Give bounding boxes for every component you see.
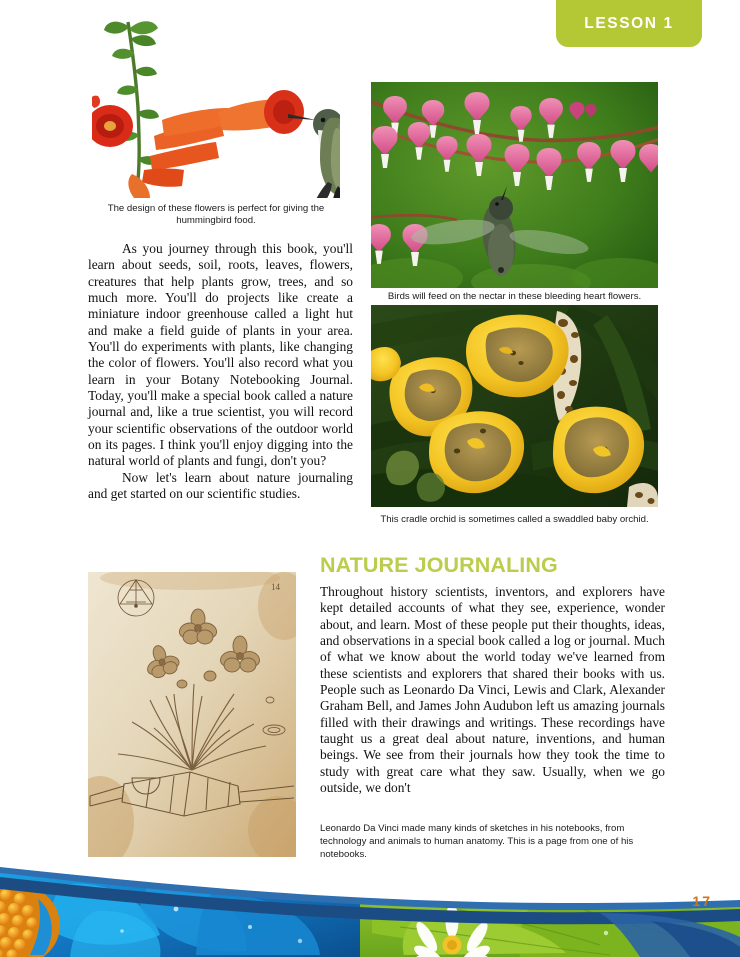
bleeding-hearts-svg [371, 82, 658, 288]
bleeding-hearts-image [371, 82, 658, 288]
davinci-notebook-svg [88, 572, 296, 857]
davinci-notebook-image [88, 572, 296, 857]
bleeding-hearts-image-caption: Birds will feed on the nectar in these bleeding heart flowers. [387, 291, 642, 302]
cradle-orchid-svg [371, 305, 658, 507]
intro-text-column [88, 241, 353, 503]
svg-text:14: 14 [271, 582, 280, 592]
footer-band-svg [0, 855, 740, 957]
nature-journaling-text-column [320, 584, 665, 796]
journaling-paragraph-1: Throughout history scientists, inventors, and explorers have kept detailed accounts of what they see, experience, wonder about, and learn. Most of these people put their thoughts, ideas, and observations in a special book called a log or journal. Much of what we know about the world today we've learned from these scientists and explorers that shared their books with us. People such as Leonardo Da Vinci, Lewis and Clark, Alexander Graham Bell, and James John Audubon left us amazing journals filled with their drawings and writings. These recordings have taught us a great deal about nature, inventions, and human beings. We see from their journals how they took the time to study with great care what they saw. Usually, when we go outside, we don't [320, 584, 665, 796]
cradle-orchid-image [371, 305, 658, 507]
hummingbird-trumpet-vine-svg [92, 8, 340, 198]
hummingbird-trumpet-vine-image [92, 8, 340, 198]
lesson-badge [556, 0, 702, 47]
page-number: 17 [692, 893, 712, 909]
footer-decorative-band [0, 855, 740, 957]
hummingbird-image-caption: The design of these flowers is perfect for giving the hummingbird food. [107, 203, 325, 227]
cradle-orchid-image-caption: This cradle orchid is sometimes called a swaddled baby orchid. [380, 514, 649, 525]
davinci-image-caption: Leonardo Da Vinci made many kinds of sketches in his notebooks, from technology and animals to human anatomy. This is a page from one of his notebooks. [320, 823, 634, 861]
intro-paragraph-1: As you journey through this book, you'll learn about seeds, soil, roots, leaves, flowers, creatures that help plants grow, trees, and so much more. You'll do projects like create a miniature indoor greenhouse called a light hut and make a field guide of plants in your area. You'll do experiments with plants, like changing the color of flowers. You'll also record what you learn in your Botany Notebooking Journal. Today, you'll make a special book called a nature journal and, like a true scientist, you will record your scientific observations of the outdoor world on its pages. I think you'll enjoy digging into the natural world of plants and fungi, don't you? [88, 241, 353, 469]
intro-paragraph-2: Now let's learn about nature journaling and get started on our scientific studies. [88, 469, 353, 502]
section-heading: NATURE JOURNALING [320, 553, 558, 577]
lesson-badge-label: LESSON 1 [584, 14, 674, 32]
